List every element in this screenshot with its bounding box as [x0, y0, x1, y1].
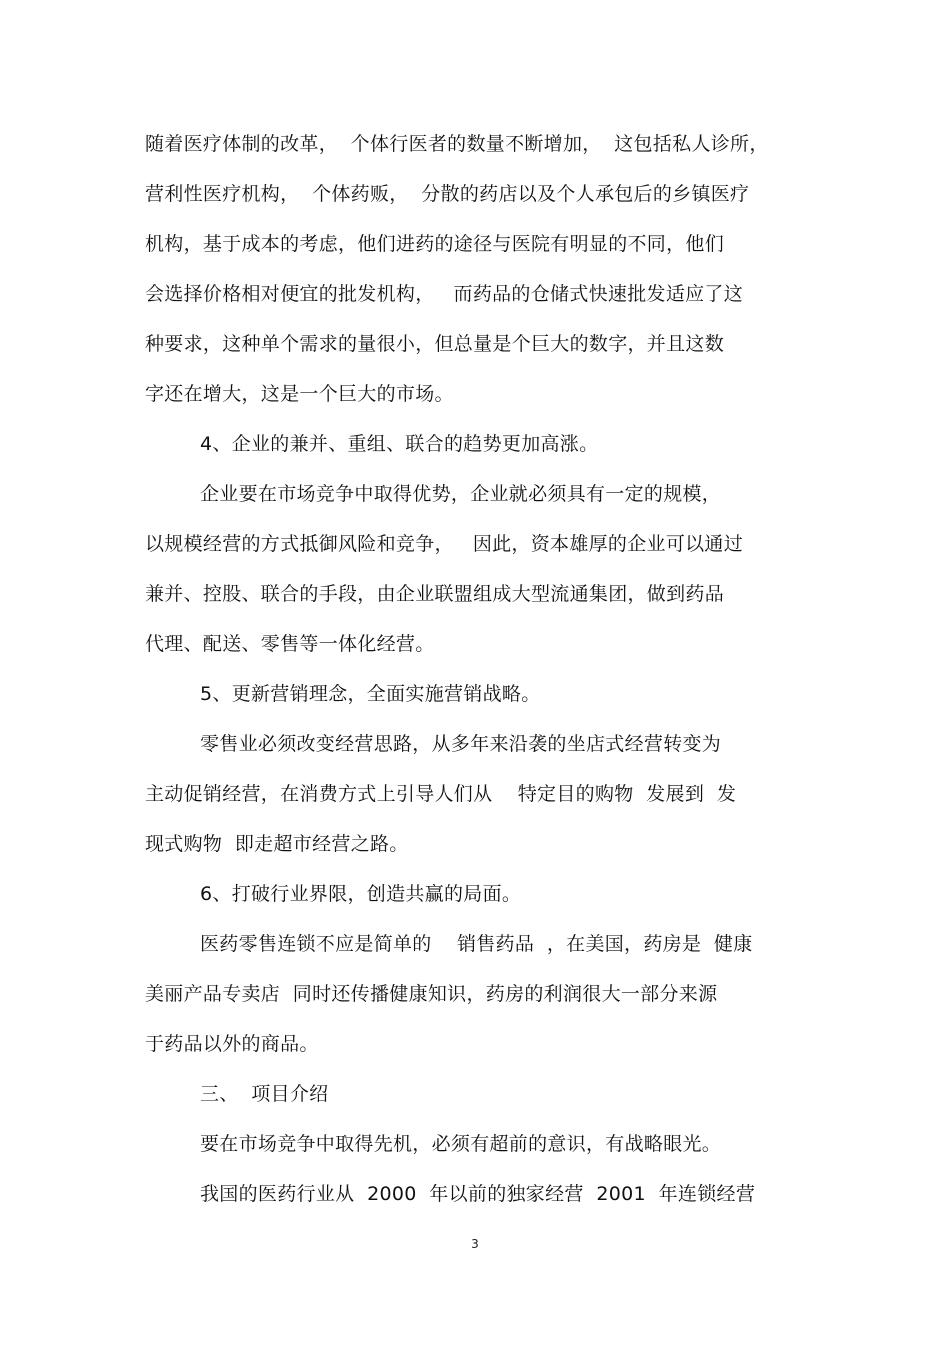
paragraph-line: 医药零售连锁不应是简单的 销售药品 ，在美国，药房是 健康	[200, 933, 753, 955]
paragraph-line: 会选择价格相对便宜的批发机构， 而药品的仓储式快速批发适应了这	[145, 283, 744, 305]
section-heading: 6、打破行业界限，创造共赢的局面。	[200, 883, 522, 905]
paragraph-line: 机构，基于成本的考虑，他们进药的途径与医院有明显的不同，他们	[145, 233, 725, 255]
paragraph-line: 兼并、控股、联合的手段，由企业联盟组成大型流通集团，做到药品	[145, 583, 725, 605]
paragraph-line: 企业要在市场竞争中取得优势，企业就必须具有一定的规模，	[200, 483, 722, 505]
paragraph-line: 于药品以外的商品。	[145, 1033, 319, 1055]
paragraph-line: 随着医疗体制的改革， 个体行医者的数量不断增加， 这包括私人诊所，	[145, 133, 769, 155]
paragraph-line: 字还在增大，这是一个巨大的市场。	[145, 383, 454, 405]
section-heading: 三、 项目介绍	[200, 1083, 329, 1105]
paragraph-line: 我国的医药行业从 2000 年以前的独家经营 2001 年连锁经营	[200, 1183, 756, 1205]
section-heading: 5、更新营销理念，全面实施营销战略。	[200, 683, 541, 705]
paragraph-line: 零售业必须改变经营思路，从多年来沿袭的坐店式经营转变为	[200, 733, 722, 755]
paragraph-line: 现式购物 即走超市经营之路。	[145, 833, 409, 855]
paragraph-line: 代理、配送、零售等一体化经营。	[145, 633, 435, 655]
paragraph-line: 美丽产品专卖店 同时还传播健康知识，药房的利润很大一部分来源	[145, 983, 718, 1005]
section-heading: 4、企业的兼并、重组、联合的趋势更加高涨。	[200, 433, 599, 455]
paragraph-line: 主动促销经营，在消费方式上引导人们从 特定目的购物 发展到 发	[145, 783, 737, 805]
paragraph-line: 种要求，这种单个需求的量很小，但总量是个巨大的数字，并且这数	[145, 333, 725, 355]
page-number: 3	[471, 1237, 479, 1251]
paragraph-line: 以规模经营的方式抵御风险和竞争， 因此，资本雄厚的企业可以通过	[145, 533, 744, 555]
paragraph-line: 要在市场竞争中取得先机，必须有超前的意识，有战略眼光。	[200, 1133, 722, 1155]
paragraph-line: 营利性医疗机构， 个体药贩， 分散的药店以及个人承包后的乡镇医疗	[145, 183, 750, 205]
